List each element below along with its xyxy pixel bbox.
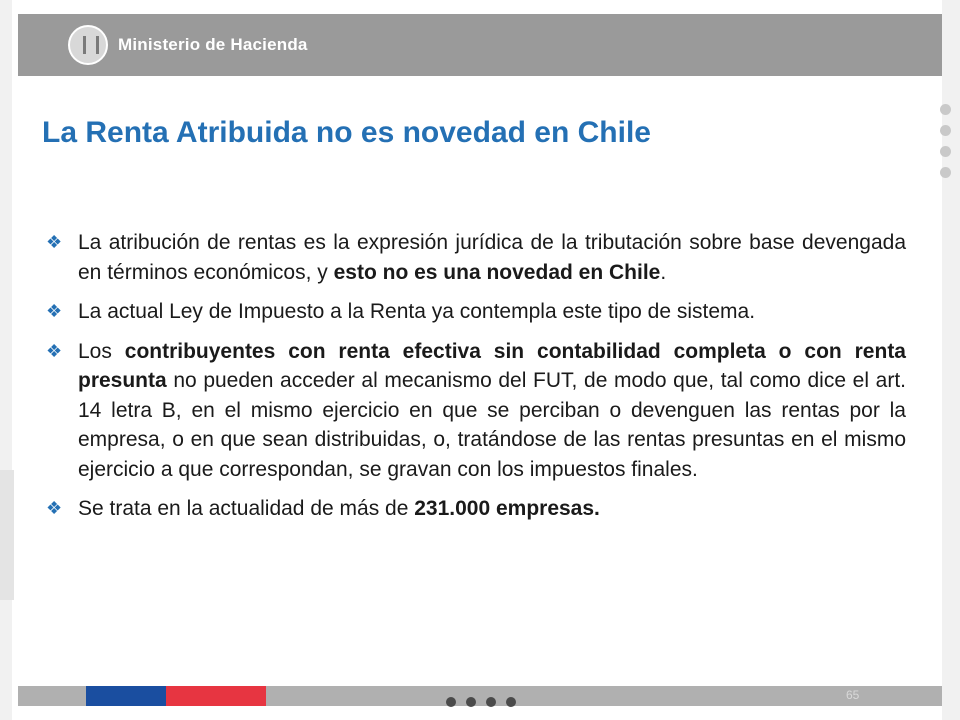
ministry-emblem-icon [68, 25, 108, 65]
bullet-text: Se trata en la actualidad de más de [78, 497, 415, 520]
bullet-item [46, 337, 906, 485]
bullet-item [46, 228, 906, 287]
dot-icon [506, 697, 516, 707]
bullet-text-bold: esto no es una novedad en Chile [333, 260, 661, 284]
ministry-logo [68, 20, 308, 70]
bullet-text-bold: contribuyentes con renta efectiva sin contabilidad completa o con renta presunta [78, 339, 906, 392]
flag-red-stripe [166, 686, 266, 706]
bullet-text: . [660, 260, 667, 284]
diamond-bullet-icon: ❖ [46, 498, 63, 518]
dot-icon [466, 697, 476, 707]
bullet-text-bold: 231.000 empresas. [414, 497, 600, 520]
right-dots-decoration [940, 104, 954, 188]
flag-blue-stripe [86, 686, 166, 706]
logo-text: Ministerio de Hacienda [118, 35, 308, 54]
dot-icon [940, 167, 951, 178]
dot-icon [486, 697, 496, 707]
diamond-bullet-icon: ❖ [46, 340, 63, 361]
bullet-item [46, 297, 906, 327]
bullet-text: La actual Ley de Impuesto a la Renta ya contempla este tipo de sistema. [78, 300, 756, 323]
bullet-item [46, 494, 906, 524]
footer-dots-decoration [446, 697, 516, 707]
bullet-list [46, 228, 906, 534]
page-number: 65 [846, 688, 860, 702]
bullet-text: Los [78, 339, 125, 363]
bullet-text: La atribución de rentas es la expresión jurídica de la tributación sobre base devengada en términos económicos, y [78, 231, 906, 284]
bullet-text: no pueden acceder al mecanismo del FUT, de modo que, tal como dice el art. 14 letra B, en el mismo ejercicio en que se perciban o devenguen las rentas por la empresa, o en que sean distribuidas, o, tratándose de las rentas presuntas en el mismo ejercicio a que correspondan, se gravan con los impuestos finales. [78, 369, 906, 481]
dot-icon [940, 146, 951, 157]
slide-title: La Renta Atribuida no es novedad en Chile [42, 116, 651, 149]
dot-icon [940, 125, 951, 136]
dot-icon [940, 104, 951, 115]
left-decoration [0, 470, 14, 600]
diamond-bullet-icon: ❖ [46, 301, 63, 321]
dot-icon [446, 697, 456, 707]
diamond-bullet-icon: ❖ [46, 232, 63, 252]
